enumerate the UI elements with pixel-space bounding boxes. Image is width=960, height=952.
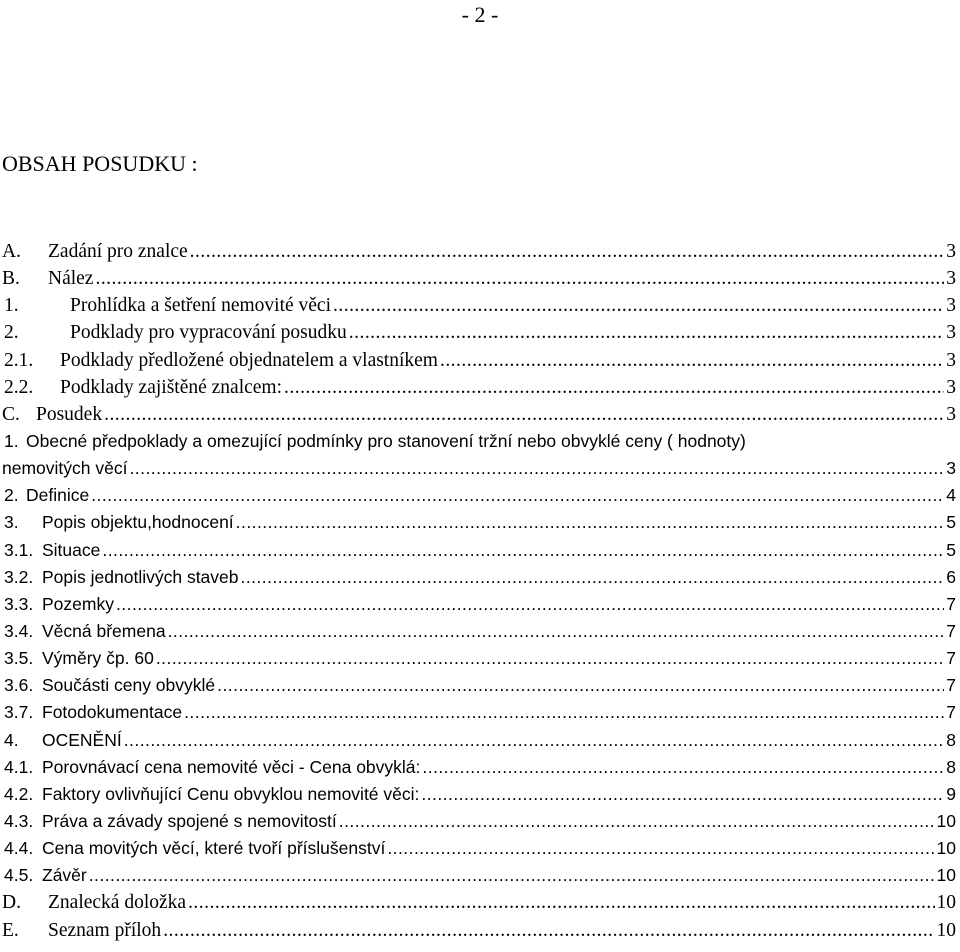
- toc-entry-label: Součásti ceny obvyklé: [42, 675, 216, 696]
- toc-entry-label: Výměry čp. 60: [42, 648, 154, 669]
- toc-entry-number: A.: [2, 241, 21, 262]
- toc-entry-page: 3: [946, 322, 956, 344]
- toc-entry-posudek[interactable]: [2, 401, 956, 428]
- dot-leader: [217, 672, 944, 699]
- toc-entry-label: Seznam příloh: [48, 919, 162, 941]
- toc-entry-faktory[interactable]: [2, 781, 956, 808]
- toc-entry-page: 8: [946, 729, 956, 750]
- toc-entry-page: 3: [946, 295, 956, 317]
- dot-leader: [89, 862, 935, 889]
- toc-entry-page: 10: [936, 919, 956, 941]
- toc-entry-page: 10: [936, 892, 956, 914]
- toc-entry-label: Znalecká doložka: [48, 892, 187, 914]
- toc-entry-number: 1.: [4, 430, 19, 451]
- toc-entry-number: 2.: [4, 485, 19, 506]
- toc-entry-number: 3.4.: [4, 620, 34, 641]
- toc-entry-page: 5: [946, 512, 956, 533]
- toc-entry-number: 4.: [4, 729, 19, 750]
- toc-entry-page: 3: [946, 376, 956, 398]
- dot-leader: [184, 699, 944, 726]
- toc-entry-label: Prohlídka a šetření nemovité věci: [70, 295, 332, 317]
- toc-entry-label: Práva a závady spojené s nemovitostí: [42, 810, 337, 831]
- toc-entry-number: 3.6.: [4, 675, 34, 696]
- dot-leader: [333, 292, 944, 319]
- toc-entry-label: Podklady zajištěné znalcem:: [60, 376, 283, 398]
- dot-leader: [440, 347, 944, 374]
- toc-entry-page: 3: [946, 349, 956, 371]
- toc-entry-label: Posudek: [36, 403, 103, 425]
- toc-entry-number: 4.5.: [4, 865, 34, 886]
- toc-entry-prohlidka[interactable]: [2, 292, 956, 319]
- dot-leader: [95, 265, 944, 292]
- toc-entry-label: Popis objektu,hodnocení: [42, 512, 234, 533]
- toc-entry-number: 3.2.: [4, 566, 34, 587]
- toc-entry-page: 8: [946, 756, 956, 777]
- toc-entry-label: Faktory ovlivňující Cenu obvyklou nemovité věci:: [42, 783, 420, 804]
- toc-entry-zaver[interactable]: [2, 862, 956, 889]
- toc-entry-vecna-bremena[interactable]: [2, 618, 956, 645]
- toc-entry-prava-zavady[interactable]: [2, 808, 956, 835]
- toc-entry-label: Nález: [48, 268, 94, 290]
- toc-entry-popis-objektu[interactable]: [2, 509, 956, 536]
- toc-entry-cena-movitych[interactable]: [2, 835, 956, 862]
- toc-entry-nalez[interactable]: [2, 265, 956, 292]
- toc-entry-page: 7: [946, 620, 956, 641]
- dot-leader: [104, 401, 944, 428]
- table-of-contents: [2, 238, 956, 944]
- toc-entry-definice[interactable]: [2, 482, 956, 509]
- toc-entry-label: Závěr: [42, 865, 87, 886]
- dot-leader: [124, 727, 945, 754]
- dot-leader: [188, 889, 934, 916]
- toc-entry-label: Obecné předpoklady a omezující podmínky pro stanovení tržní nebo obvyklé ceny ( hodnoty): [26, 430, 746, 451]
- dot-leader: [129, 455, 944, 482]
- dot-leader: [168, 618, 945, 645]
- toc-entry-number: 3.7.: [4, 702, 34, 723]
- toc-entry-label: Fotodokumentace: [42, 702, 183, 723]
- page-number: - 2 -: [461, 2, 499, 27]
- toc-entry-label: OCENĚNÍ: [42, 729, 122, 750]
- toc-entry-number: 3.3.: [4, 593, 34, 614]
- toc-entry-page: 7: [946, 593, 956, 614]
- toc-entry-label: Zadání pro znalce: [48, 241, 188, 262]
- dot-leader: [116, 591, 944, 618]
- toc-entry-page: 3: [946, 458, 956, 479]
- toc-title: OBSAH POSUDKU :: [2, 151, 198, 176]
- toc-entry-number: E.: [2, 919, 19, 941]
- toc-entry-page: 7: [946, 648, 956, 669]
- toc-entry-page: 7: [946, 675, 956, 696]
- toc-entry-soucasti-ceny[interactable]: [2, 672, 956, 699]
- toc-entry-label: Podklady předložené objednatelem a vlastníkem: [60, 349, 438, 371]
- toc-entry-number: 4.1.: [4, 756, 34, 777]
- dot-leader: [91, 482, 944, 509]
- toc-entry-page: 3: [946, 241, 956, 262]
- toc-entry-znalecka-dolozka[interactable]: [2, 889, 956, 916]
- toc-entry-label: Podklady pro vypracování posudku: [70, 322, 347, 344]
- dot-leader: [339, 808, 935, 835]
- toc-entry-page: 6: [946, 566, 956, 587]
- toc-entry-page: 9: [946, 783, 956, 804]
- toc-entry-number: C.: [2, 403, 20, 425]
- toc-entry-number: 2.2.: [4, 376, 34, 398]
- toc-entry-number: D.: [2, 892, 21, 914]
- dot-leader: [387, 835, 934, 862]
- dot-leader: [241, 564, 945, 591]
- toc-entry-fotodokumentace[interactable]: [2, 699, 956, 726]
- toc-entry-vymery[interactable]: [2, 645, 956, 672]
- toc-entry-podklady-zajistene[interactable]: [2, 374, 956, 401]
- toc-entry-label: nemovitých věcí: [2, 458, 128, 479]
- toc-entry-pozemky[interactable]: [2, 591, 956, 618]
- toc-entry-oceneni[interactable]: [2, 727, 956, 754]
- toc-entry-porovnavaci-cena[interactable]: [2, 754, 956, 781]
- toc-entry-number: 4.3.: [4, 810, 34, 831]
- toc-entry-number: 2.1.: [4, 349, 34, 371]
- toc-entry-label: Věcná břemena: [42, 620, 166, 641]
- dot-leader: [422, 754, 944, 781]
- dot-leader: [156, 645, 944, 672]
- toc-entry-page: 10: [936, 838, 956, 859]
- toc-entry-number: 2.: [4, 322, 19, 344]
- toc-entry-number: 3.5.: [4, 648, 34, 669]
- toc-entry-page: 5: [946, 539, 956, 560]
- dot-leader: [349, 319, 944, 346]
- toc-entry-label: Porovnávací cena nemovité věci - Cena obvyklá:: [42, 756, 421, 777]
- toc-entry-number: 3.: [4, 512, 19, 533]
- toc-entry-podklady-predlozene[interactable]: [2, 347, 956, 374]
- toc-entry-page: 3: [946, 268, 956, 290]
- toc-entry-popis-staveb[interactable]: [2, 564, 956, 591]
- toc-entry-situace[interactable]: [2, 537, 956, 564]
- dot-leader: [284, 374, 944, 401]
- toc-entry-page: 7: [946, 702, 956, 723]
- toc-entry-label: Popis jednotlivých staveb: [42, 566, 239, 587]
- toc-entry-obecne-predpoklady[interactable]: [2, 428, 956, 455]
- dot-leader: [421, 781, 944, 808]
- toc-entry-zadani[interactable]: [2, 238, 956, 265]
- toc-entry-number: 4.4.: [4, 838, 34, 859]
- toc-entry-number: 1.: [4, 295, 19, 317]
- dot-leader: [236, 509, 945, 536]
- toc-entry-podklady[interactable]: [2, 319, 956, 346]
- toc-entry-obecne-predpoklady-cont[interactable]: [2, 455, 956, 482]
- dot-leader: [163, 917, 934, 944]
- toc-entry-label: Pozemky: [42, 593, 114, 614]
- dot-leader: [190, 238, 945, 265]
- toc-entry-number: 3.1.: [4, 539, 34, 560]
- toc-entry-label: Situace: [42, 539, 101, 560]
- toc-entry-page: 4: [946, 485, 956, 506]
- toc-entry-number: 4.2.: [4, 783, 34, 804]
- toc-entry-seznam-priloh[interactable]: [2, 917, 956, 944]
- toc-entry-page: 10: [936, 810, 956, 831]
- toc-entry-label: Definice: [26, 485, 90, 506]
- dot-leader: [102, 537, 944, 564]
- toc-entry-page: 3: [946, 403, 956, 425]
- toc-entry-label: Cena movitých věcí, které tvoří příslušenství: [42, 838, 386, 859]
- toc-entry-number: B.: [2, 268, 20, 290]
- toc-entry-page: 10: [936, 865, 956, 886]
